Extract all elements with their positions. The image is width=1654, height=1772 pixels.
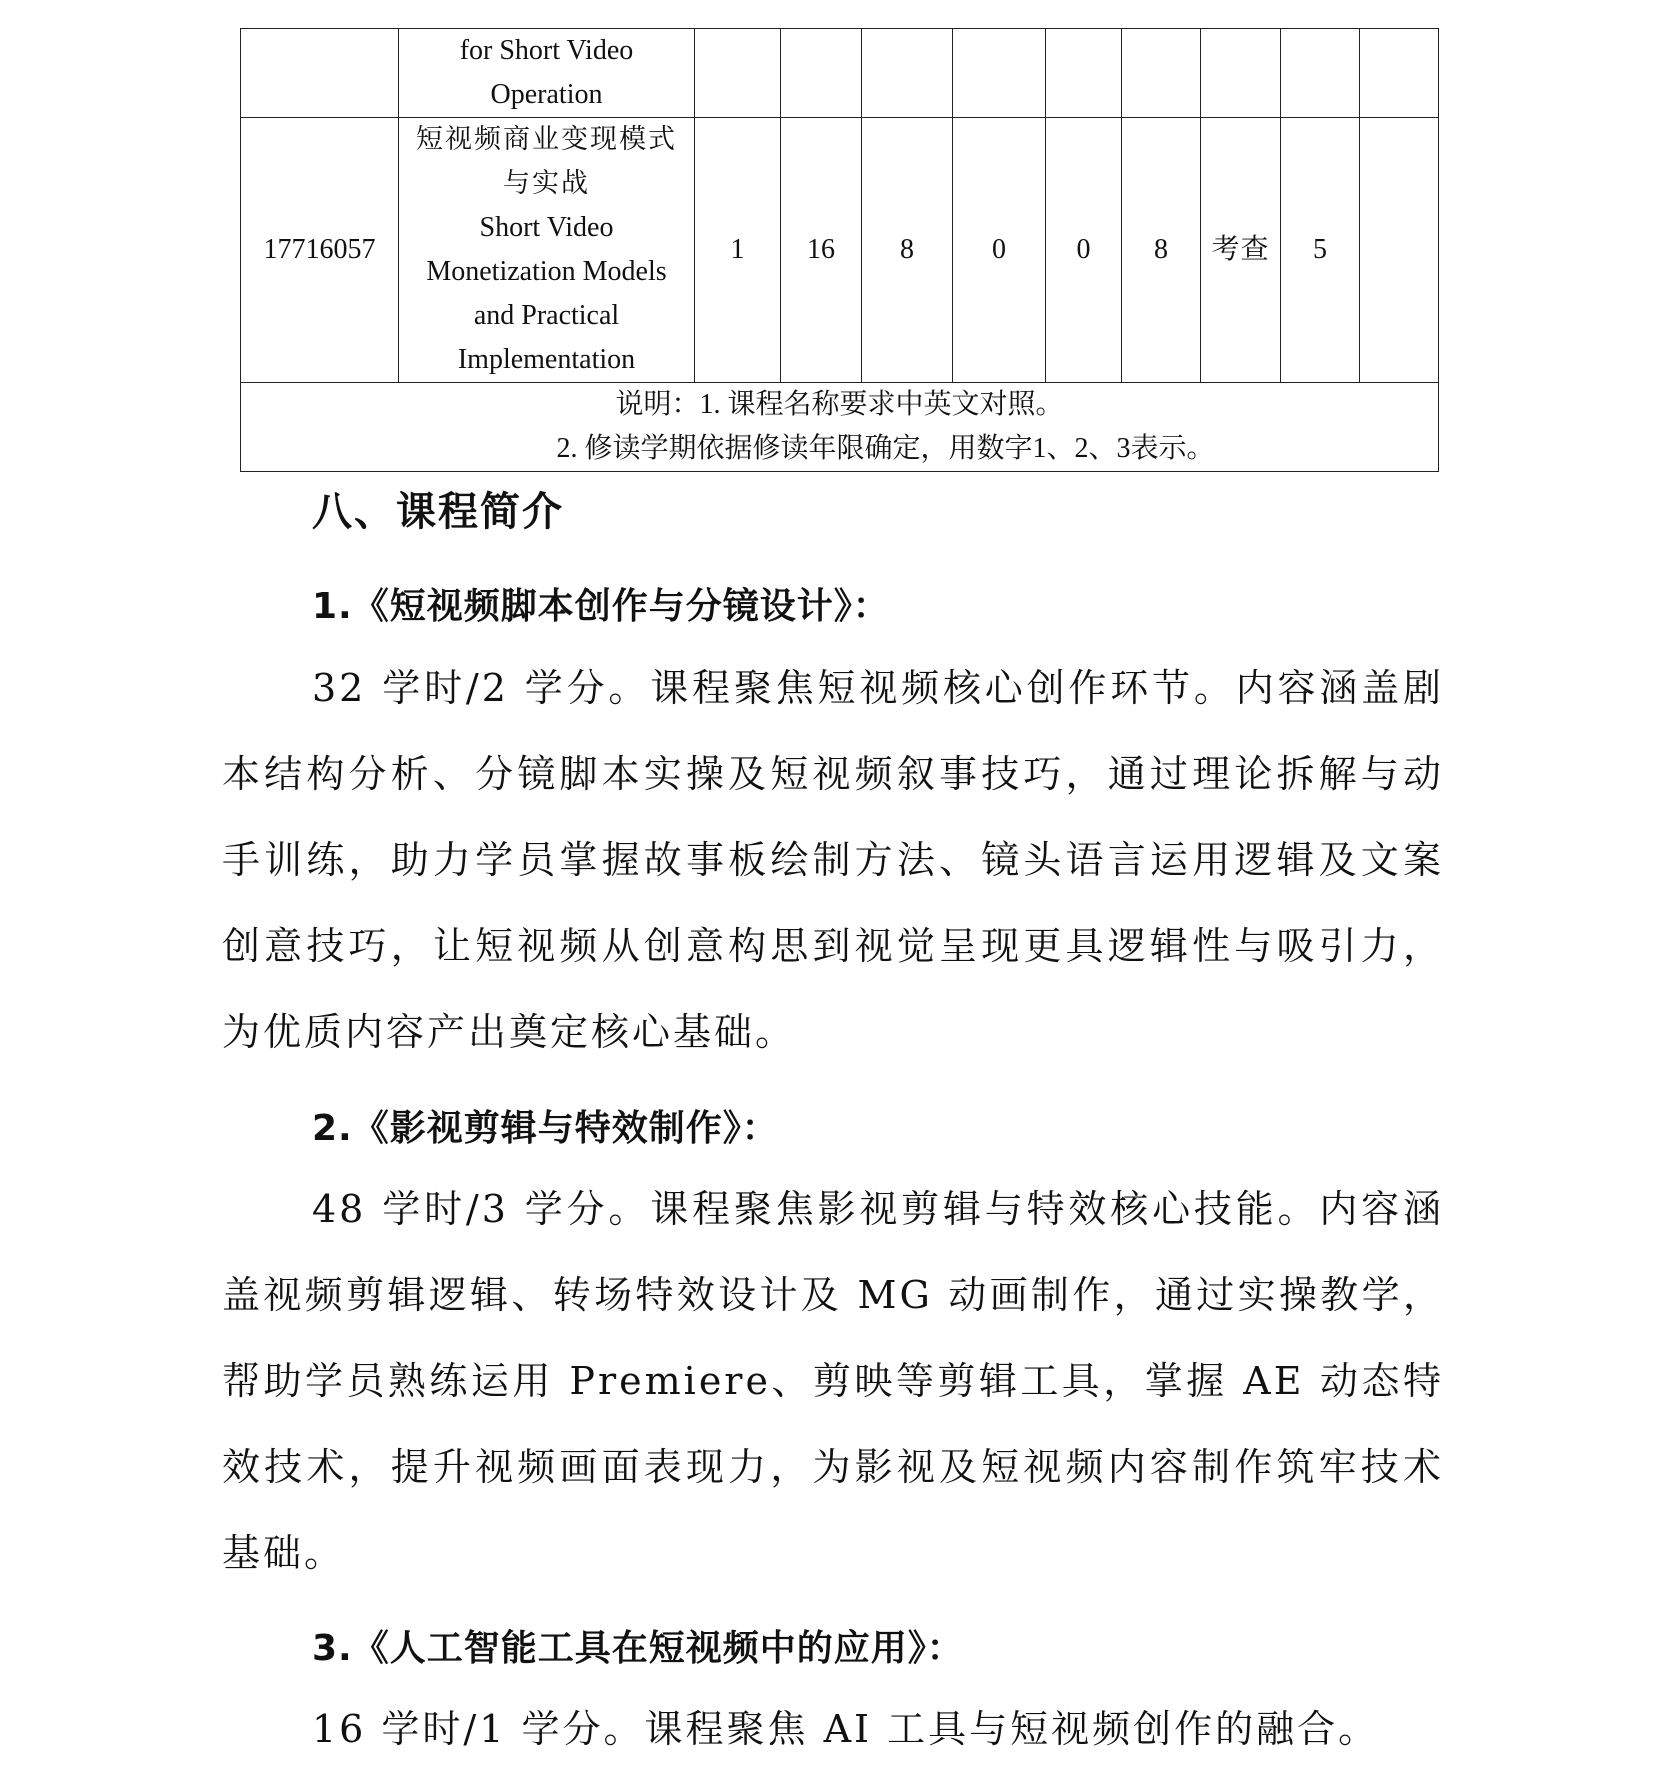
course-name-en-line: Monetization Models: [426, 256, 667, 287]
course-name-line: for Short Video: [459, 35, 634, 66]
course-title: 1.《短视频脚本创作与分镜设计》：: [312, 586, 890, 627]
course-name-cell: [399, 118, 695, 383]
empty-cell: [781, 29, 862, 118]
credits-cell: 1: [695, 118, 781, 383]
table-note-cell: [241, 383, 1439, 472]
semester-cell: 5: [1281, 118, 1360, 383]
empty-cell: [1281, 29, 1360, 118]
section-heading: 八、课程简介: [312, 489, 564, 535]
total-hours-cell: 16: [781, 118, 862, 383]
empty-cell: [862, 29, 953, 118]
course-code-cell: [241, 29, 399, 118]
course-description: 16 学时/1 学分。课程聚焦 AI 工具与短视频创作的融合。: [312, 1707, 1380, 1751]
course-name-en-line: Implementation: [457, 344, 636, 375]
lecture-hours-cell: 8: [862, 118, 953, 383]
table-note-line: 2. 修读学期依据修读年限确定，用数字1、2、3表示。: [556, 433, 1215, 464]
course-name-en-line: Short Video: [479, 212, 614, 243]
course-table: [240, 28, 1439, 472]
experiment-hours-cell: 0: [953, 118, 1046, 383]
empty-cell: [953, 29, 1046, 118]
empty-cell: [1122, 29, 1201, 118]
course-name-line: Operation: [490, 79, 603, 110]
remark-cell: [1360, 118, 1439, 383]
table-note-row: [241, 383, 1439, 472]
course-description: 48 学时/3 学分。课程聚焦影视剪辑与特效核心技能。内容涵盖视频剪辑逻辑、转场特效设计及 MG 动画制作，通过实操教学，帮助学员熟练运用 Premiere、剪映等剪辑工具，掌握 AE 动态特效技术，提升视频画面表现力，为影视及短视频内容制作筑牢技术基础。: [222, 1187, 1444, 1575]
table-row: [241, 29, 1439, 118]
table-row: [241, 118, 1439, 383]
course-description: 32 学时/2 学分。课程聚焦短视频核心创作环节。内容涵盖剧本结构分析、分镜脚本实操及短视频叙事技巧，通过理论拆解与动手训练，助力学员掌握故事板绘制方法、镜头语言运用逻辑及文案创意技巧，让短视频从创意构思到视觉呈现更具逻辑性与吸引力，为优质内容产出奠定核心基础。: [222, 666, 1444, 1054]
table-note-line: 说明：1. 课程名称要求中英文对照。: [615, 389, 1064, 420]
other-hours-cell: 0: [1046, 118, 1122, 383]
course-title: 3.《人工智能工具在短视频中的应用》：: [312, 1628, 964, 1669]
practice-hours-cell: 8: [1122, 118, 1201, 383]
course-name-zh-line: 短视频商业变现模式: [416, 124, 677, 155]
course-name-en-line: and Practical: [473, 300, 620, 331]
course-code-cell: 17716057: [241, 118, 399, 383]
empty-cell: [1046, 29, 1122, 118]
assessment-cell: 考查: [1201, 118, 1281, 383]
course-name-cell: [399, 29, 695, 118]
empty-cell: [1201, 29, 1281, 118]
empty-cell: [695, 29, 781, 118]
empty-cell: [1360, 29, 1439, 118]
course-title: 2.《影视剪辑与特效制作》：: [312, 1108, 779, 1149]
course-name-zh-line: 与实战: [503, 168, 590, 199]
